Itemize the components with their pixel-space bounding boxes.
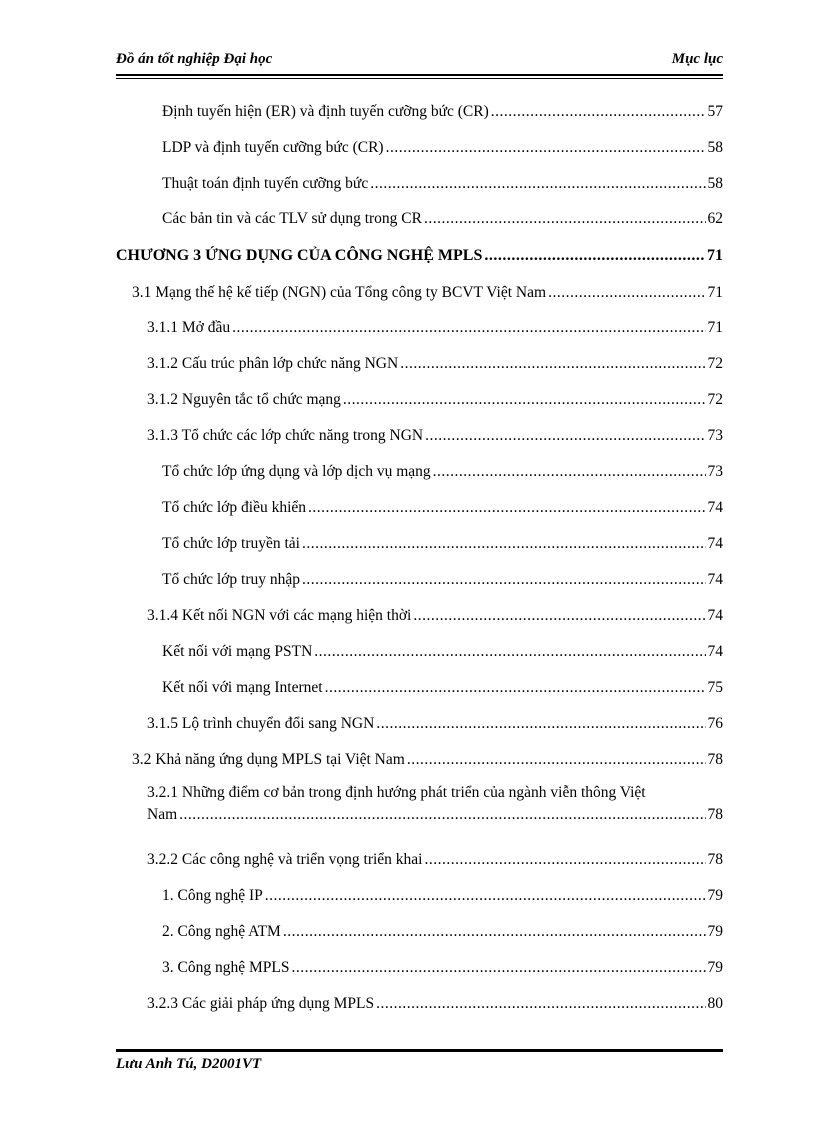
toc-leader-dots [232, 318, 705, 338]
toc-entry-page: 78 [707, 751, 723, 768]
toc-entry-title: 3.1.5 Lộ trình chuyển đổi sang NGN [147, 715, 375, 732]
toc-entry-title: 3.2.3 Các giải pháp ứng dụng MPLS [147, 995, 375, 1012]
footer-rule [116, 1049, 723, 1052]
toc-entry-title: 3.1.4 Kết nối NGN với các mạng hiện thời [147, 607, 412, 624]
toc-entry-title: CHƯƠNG 3 ỨNG DỤNG CỦA CÔNG NGHỆ MPLS [116, 247, 483, 264]
toc-entry[interactable] [147, 850, 723, 870]
toc-entry-title: Kết nối với mạng PSTN [162, 643, 313, 660]
toc-entry[interactable] [147, 354, 723, 374]
toc-entry[interactable] [147, 606, 723, 626]
toc-leader-dots [283, 922, 706, 942]
toc-entry-title: 2. Công nghệ ATM [162, 923, 281, 940]
toc-entry-title: 3. Công nghệ MPLS [162, 959, 290, 976]
toc-leader-dots [314, 642, 705, 662]
toc-leader-dots [302, 534, 706, 554]
toc-leader-dots [484, 246, 705, 266]
page-footer: Lưu Anh Tú, D2001VT [116, 1056, 262, 1072]
toc-entry[interactable] [162, 174, 723, 194]
toc-entry-title: 3.1.2 Nguyên tắc tổ chức mạng [147, 391, 341, 408]
toc-entry-page: 71 [707, 284, 723, 301]
toc-entry[interactable] [162, 209, 723, 229]
toc-entry-page: 73 [707, 427, 723, 444]
toc-leader-dots [291, 958, 705, 978]
toc-entry-continuation [147, 805, 723, 825]
toc-entry-title: 3.2 Khả năng ứng dụng MPLS tại Việt Nam [132, 751, 405, 768]
toc-leader-dots [425, 426, 705, 446]
toc-entry-page: 57 [707, 103, 723, 120]
toc-entry-page: 78 [707, 851, 723, 868]
toc-entry[interactable] [162, 958, 723, 978]
toc-entry[interactable] [162, 462, 723, 482]
toc-leader-dots [308, 498, 705, 518]
toc-entry-title: Các bản tin và các TLV sử dụng trong CR [162, 210, 422, 227]
toc-leader-dots [424, 850, 705, 870]
header-title: Đồ án tốt nghiệp Đại học [116, 51, 273, 67]
toc-entry[interactable] [132, 283, 723, 303]
toc-entry-title: Định tuyến hiện (ER) và định tuyến cưỡng bức (CR) [162, 103, 489, 120]
toc-entry[interactable] [147, 318, 723, 338]
toc-entry-title: LDP và định tuyến cưỡng bức (CR) [162, 139, 384, 156]
toc-leader-dots [424, 209, 706, 229]
toc-entry-title: 3.1.3 Tổ chức các lớp chức năng trong NGN [147, 427, 424, 444]
toc-chapter-entry[interactable] [116, 246, 723, 266]
toc-entry[interactable] [147, 390, 723, 410]
toc-entry-title: Thuật toán định tuyến cưỡng bức [162, 175, 369, 192]
toc-entry[interactable] [162, 886, 723, 906]
toc-entry-page: 74 [707, 571, 723, 588]
toc-entry[interactable] [162, 498, 723, 518]
toc-leader-dots [265, 886, 706, 906]
page-header [116, 51, 723, 73]
toc-entry-page: 74 [707, 607, 723, 624]
toc-entry[interactable] [162, 138, 723, 158]
toc-entry-page: 74 [707, 535, 723, 552]
toc-entry[interactable] [147, 714, 723, 734]
toc-entry[interactable] [162, 678, 723, 698]
toc-entry-page: 72 [707, 355, 723, 372]
toc-entry-page: 79 [707, 887, 723, 904]
toc-entry-title: 3.1 Mạng thế hệ kế tiếp (NGN) của Tổng công ty BCVT Việt Nam [132, 284, 547, 301]
toc-leader-dots [413, 606, 705, 626]
header-rule [116, 74, 723, 76]
toc-entry-title-cont: Nam [147, 806, 178, 823]
toc-entry[interactable] [147, 994, 723, 1014]
toc-entry-title: Tổ chức lớp truy nhập [162, 571, 300, 588]
toc-leader-dots [491, 102, 706, 122]
toc-leader-dots [179, 805, 705, 825]
toc-entry-page: 58 [707, 175, 723, 192]
toc-entry[interactable] [147, 426, 723, 446]
toc-entry-page: 58 [707, 139, 723, 156]
toc-entry-title: 3.2.2 Các công nghệ và triển vọng triển khai [147, 851, 423, 868]
toc-entry[interactable] [132, 750, 723, 770]
toc-entry-title: 1. Công nghệ IP [162, 887, 263, 904]
toc-leader-dots [407, 750, 706, 770]
toc-entry[interactable] [147, 783, 723, 827]
toc-entry[interactable] [162, 642, 723, 662]
toc-entry[interactable] [162, 922, 723, 942]
toc-entry-page: 78 [707, 806, 723, 823]
toc-entry-title: Tổ chức lớp ứng dụng và lớp dịch vụ mạng [162, 463, 431, 480]
toc-entry-title: 3.2.1 Những điểm cơ bản trong định hướng phát triển của ngành viễn thông Việt [147, 784, 646, 801]
toc-entry-title: Kết nối với mạng Internet [162, 679, 323, 696]
toc-leader-dots [325, 678, 706, 698]
header-rule-thin [116, 78, 723, 79]
toc-entry-page: 79 [707, 959, 723, 976]
toc-leader-dots [400, 354, 705, 374]
toc-entry-page: 74 [707, 643, 723, 660]
toc-entry[interactable] [162, 102, 723, 122]
toc-entry-title: Tổ chức lớp điều khiển [162, 499, 307, 516]
toc-entry-title: 3.1.1 Mở đầu [147, 319, 231, 336]
toc-entry-title: Tổ chức lớp truyền tải [162, 535, 300, 552]
toc-entry-page: 71 [707, 319, 723, 336]
toc-leader-dots [376, 994, 705, 1014]
toc-entry-page: 73 [707, 463, 723, 480]
toc-entry-page: 76 [707, 715, 723, 732]
toc-leader-dots [376, 714, 705, 734]
toc-leader-dots [548, 283, 705, 303]
toc-leader-dots [302, 570, 706, 590]
toc-entry[interactable] [162, 570, 723, 590]
toc-entry-title: 3.1.2 Cấu trúc phân lớp chức năng NGN [147, 355, 399, 372]
toc-entry-page: 80 [707, 995, 723, 1012]
header-section: Mục lục [671, 51, 723, 67]
toc-entry[interactable] [162, 534, 723, 554]
toc-leader-dots [370, 174, 705, 194]
toc-entry-page: 79 [707, 923, 723, 940]
toc-entry-page: 71 [707, 247, 723, 264]
toc-leader-dots [386, 138, 706, 158]
toc-entry-page: 62 [707, 210, 723, 227]
toc-leader-dots [433, 462, 706, 482]
toc-entry-page: 72 [707, 391, 723, 408]
toc-leader-dots [343, 390, 706, 410]
toc-entry-page: 74 [707, 499, 723, 516]
toc-entry-page: 75 [707, 679, 723, 696]
